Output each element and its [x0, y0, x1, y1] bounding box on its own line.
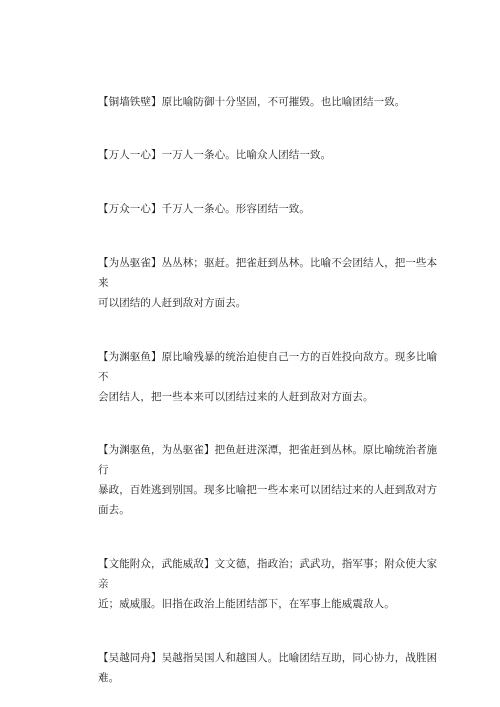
idiom-entry-wenneng-fuzhong — [98, 554, 438, 614]
entry-line-2: 近；威威服。旧指在政治上能团结部下，在军事上能威震敌人。 — [98, 598, 395, 610]
entry-text: 【吴越同舟】吴越指吴国人和越国人。比喻团结互助，同心协力，战胜困难。 — [98, 652, 438, 684]
entry-line-2: 可以团结的人赶到敌对方面去。 — [98, 297, 247, 309]
idiom-entry-wanzhong-yixin — [98, 199, 438, 219]
entry-line-1: 【文能附众，武能威敌】文文德，指政治；武武功，指军事；附众使大家亲 — [98, 558, 438, 590]
idiom-entry-weiyuan-quyu — [98, 347, 438, 407]
idiom-entry-weicong-quque — [98, 253, 438, 313]
idiom-entry-weiyuan-quyu-weicong-quque — [98, 440, 438, 520]
entry-line-1: 【为丛驱雀】丛丛林；驱赶。把雀赶到丛林。比喻不会团结人，把一些本来 — [98, 257, 438, 289]
entry-text: 【万人一心】一万人一条心。比喻众人团结一致。 — [98, 149, 332, 161]
idiom-entry-wanren-yixin — [98, 145, 438, 165]
entry-line-2: 会团结人，把一些本来可以团结过来的人赶到敌对方面去。 — [98, 391, 374, 403]
idiom-entry-tongqiang-tiebi — [98, 92, 438, 112]
entry-text: 【铜墙铁壁】原比喻防御十分坚固，不可摧毁。也比喻团结一致。 — [98, 96, 406, 108]
entry-line-1: 【为渊驱鱼】原比喻残暴的统治迫使自己一方的百姓投向敌方。现多比喻不 — [98, 351, 438, 383]
idiom-entry-wuyue-tongzhou — [98, 648, 438, 688]
entry-text: 【万众一心】千万人一条心。形容团结一致。 — [98, 203, 310, 215]
entry-line-2: 暴政，百姓逃到别国。现多比喻把一些本来可以团结过来的人赶到敌对方面去。 — [98, 484, 438, 516]
entry-line-1: 【为渊驱鱼，为丛驱雀】把鱼赶进深潭，把雀赶到丛林。原比喻统治者施行 — [98, 444, 438, 476]
